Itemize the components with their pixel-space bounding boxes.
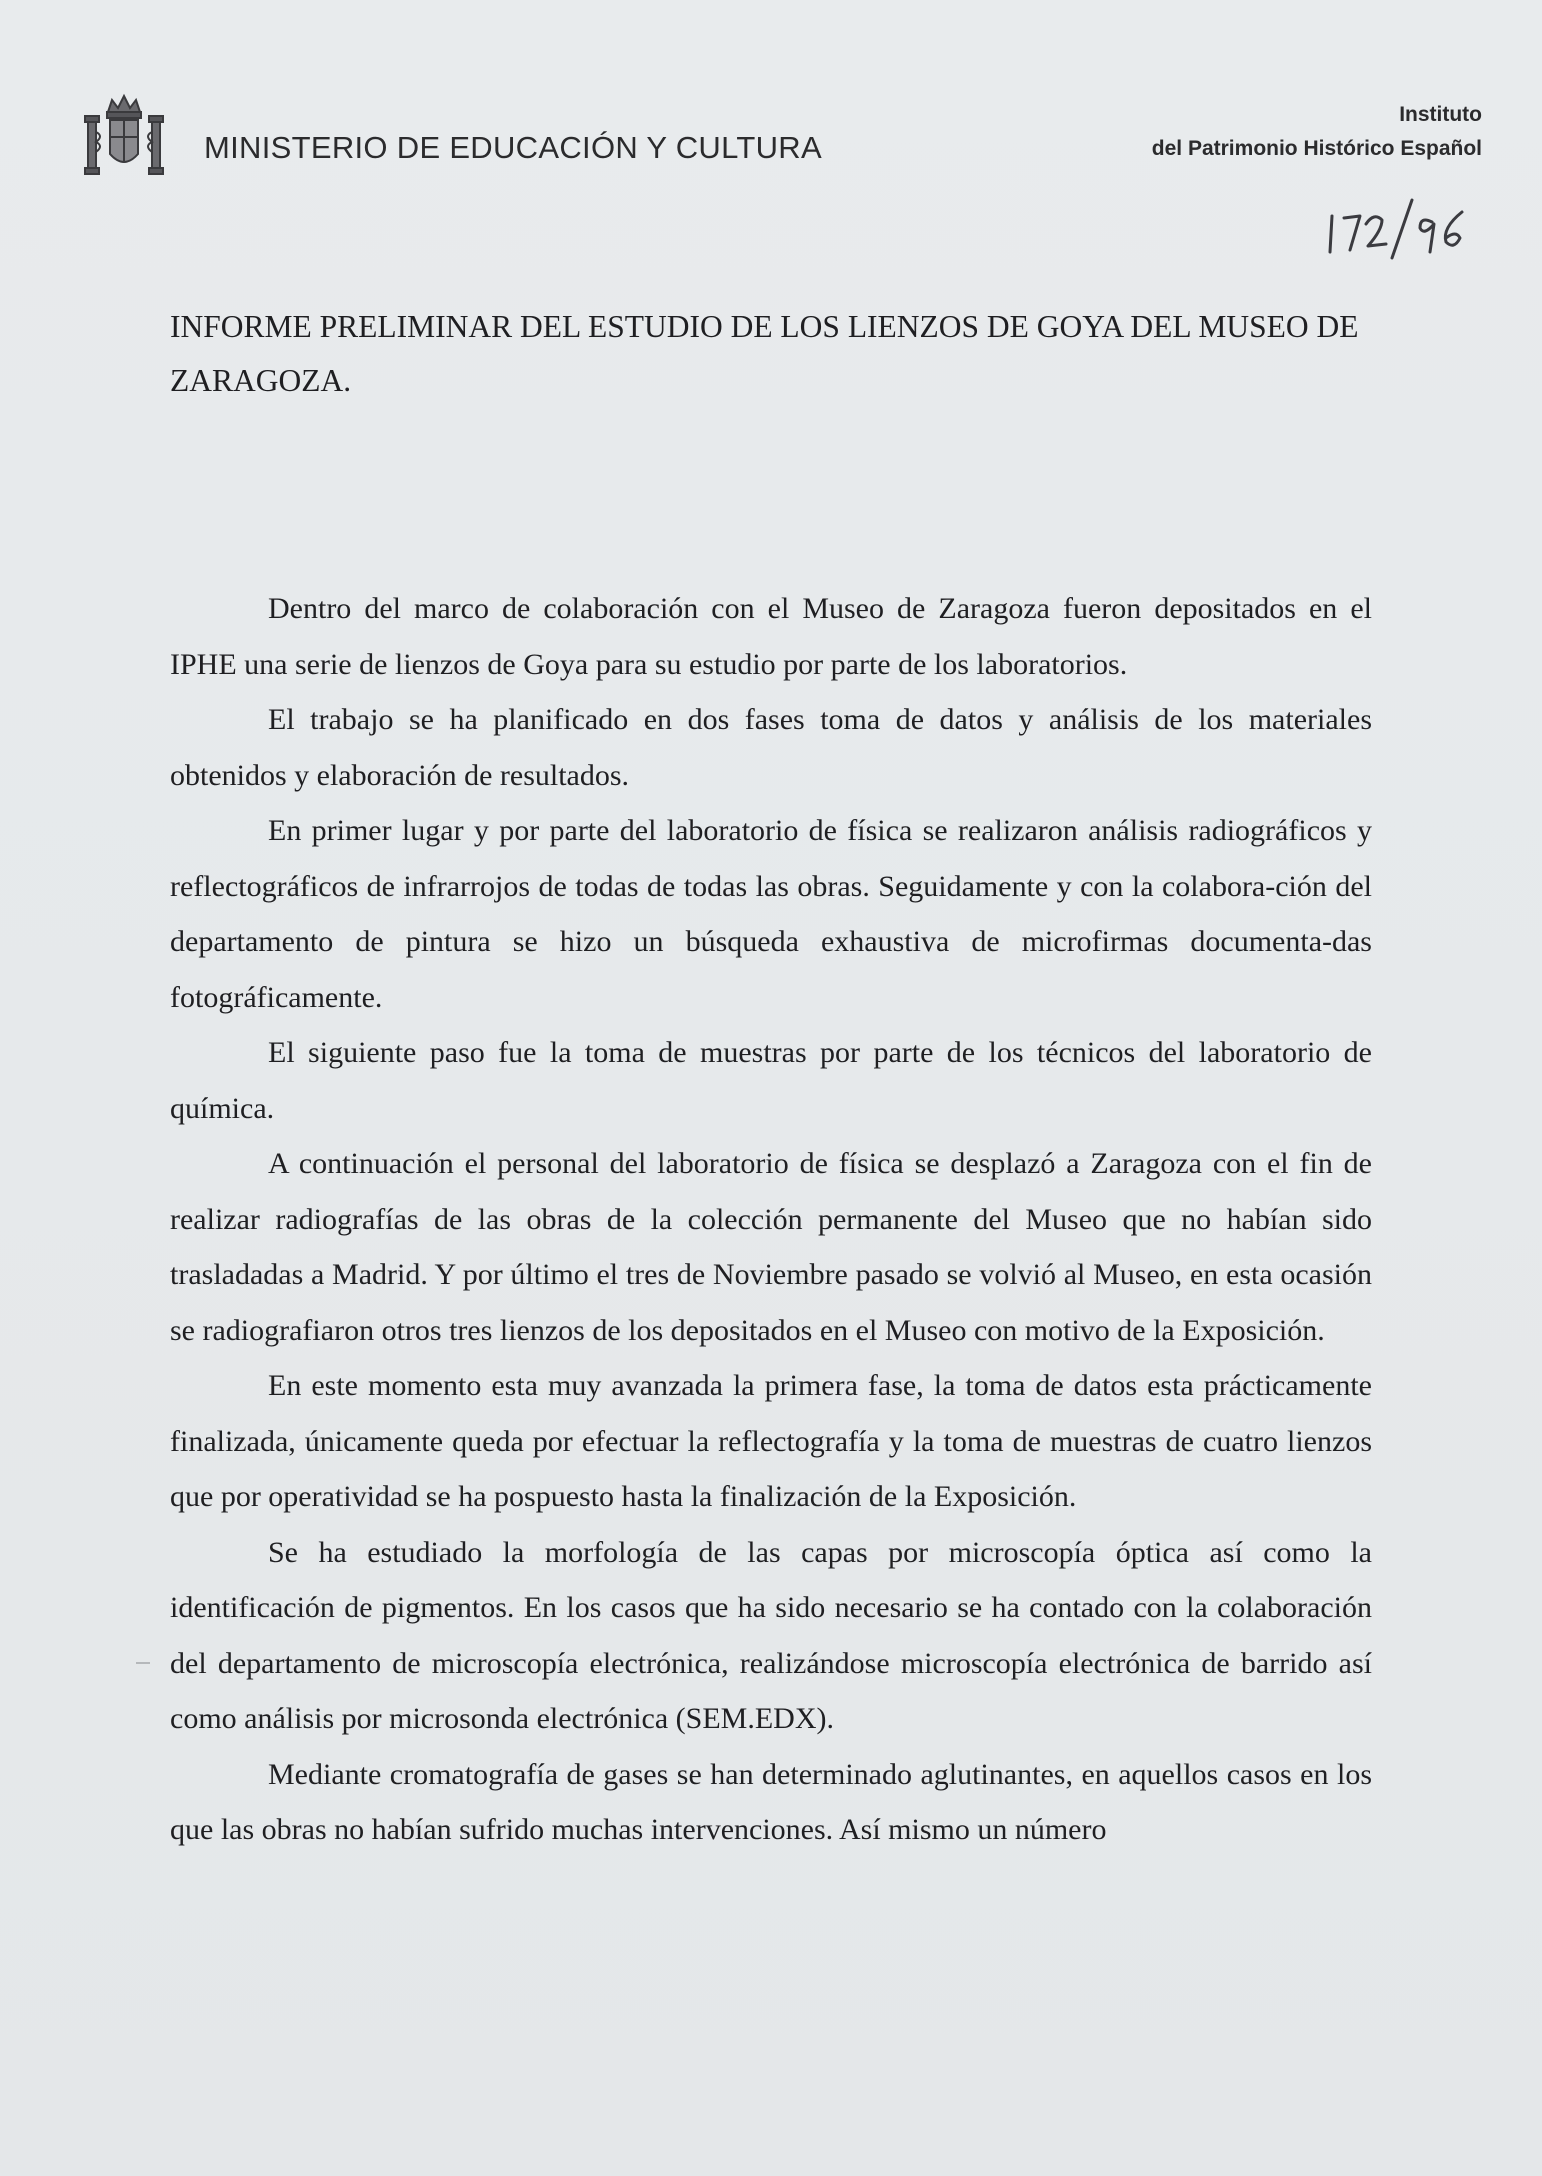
spanish-coat-of-arms-icon	[82, 92, 166, 182]
ministry-name: MINISTERIO DE EDUCACIÓN Y CULTURA	[204, 130, 822, 165]
paragraph-3: En primer lugar y por parte del laboratorio de física se realizaron análisis radiográficos y reflectográficos de infrarrojos de todas de todas las obras. Seguidamente y con la colabora-ción del departamento de pintura se hizo un búsqueda exhaustiva de microfirmas documenta-das fotográficamente.	[170, 814, 1372, 1014]
institute-line-1: Instituto	[1399, 103, 1482, 126]
document-body	[170, 581, 1372, 1858]
paragraph-6: En este momento esta muy avanzada la primera fase, la toma de datos esta prácticamente finalizada, únicamente queda por efectuar la reflectografía y la toma de muestras de cuatro lienzos que por operatividad se ha pospuesto hasta la finalización de la Exposición.	[170, 1369, 1372, 1513]
paragraph-2: El trabajo se ha planificado en dos fases toma de datos y análisis de los materiales obtenidos y elaboración de resultados.	[170, 703, 1372, 792]
document-title: INFORME PRELIMINAR DEL ESTUDIO DE LOS LIENZOS DE GOYA DEL MUSEO DE ZARAGOZA.	[170, 309, 1359, 398]
institute-line-2: del Patrimonio Histórico Español	[1151, 137, 1482, 160]
paragraph-5: A continuación el personal del laboratorio de física se desplazó a Zaragoza con el fin de realizar radiografías de las obras de la colección permanente del Museo que no habían sido trasladadas a Madrid. Y por último el tres de Noviembre pasado se volvió al Museo, en esta ocasión se radiografiaron otros tres lienzos de los depositados en el Museo con motivo de la Exposición.	[170, 1147, 1372, 1347]
paragraph-4: El siguiente paso fue la toma de muestras por parte de los técnicos del laboratorio de química.	[170, 1036, 1372, 1125]
institute-name	[1152, 98, 1482, 166]
paragraph-8: Mediante cromatografía de gases se han determinado aglutinantes, en aquellos casos en los que las obras no habían sufrido muchas intervenciones. Así mismo un número	[170, 1757, 1372, 1846]
paragraph-1: Dentro del marco de colaboración con el Museo de Zaragoza fueron depositados en el IPHE una serie de lienzos de Goya para su estudio por parte de los laboratorios.	[170, 592, 1372, 681]
handwritten-reference-number	[1320, 194, 1500, 264]
scan-mark	[136, 1662, 150, 1664]
paragraph-7: Se ha estudiado la morfología de las capas por microscopía óptica así como la identificación de pigmentos. En los casos que ha sido necesario se ha contado con la colaboración del departamento de microscopía electrónica, realizándose microscopía electrónica de barrido así como análisis por microsonda electrónica (SEM.EDX).	[170, 1535, 1372, 1735]
